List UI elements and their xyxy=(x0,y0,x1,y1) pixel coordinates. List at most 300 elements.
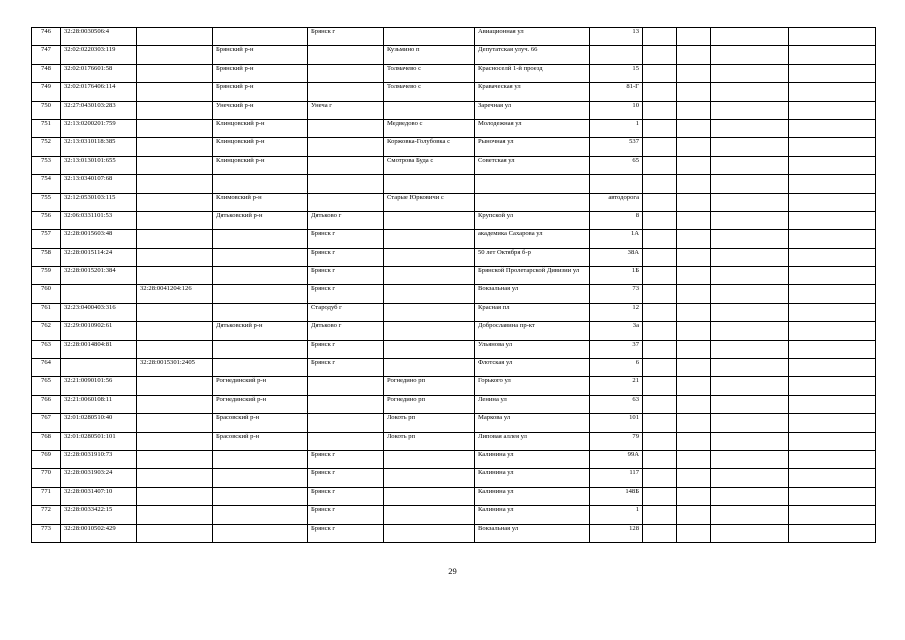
table-row xyxy=(32,487,876,505)
table-row xyxy=(32,359,876,377)
cell-empty xyxy=(789,230,876,248)
cell-cad: 32:13:0200201:759 xyxy=(61,119,137,137)
cell-cad2 xyxy=(137,175,213,193)
cell-empty xyxy=(789,211,876,229)
cell-cad2 xyxy=(137,450,213,468)
cell-cad: 32:02:0176601:58 xyxy=(61,64,137,82)
cell-empty xyxy=(789,46,876,64)
cell-empty xyxy=(677,506,711,524)
cell-city: Дятьково г xyxy=(308,211,384,229)
cell-settlement: Рогнедино рп xyxy=(384,377,475,395)
cell-n: 755 xyxy=(32,193,61,211)
cell-empty xyxy=(643,193,677,211)
cell-empty xyxy=(643,414,677,432)
cell-street: Краваческая ул xyxy=(475,83,590,101)
cell-city: Стародуб г xyxy=(308,303,384,321)
cell-empty xyxy=(789,359,876,377)
cell-settlement: Медведово с xyxy=(384,119,475,137)
cell-city xyxy=(308,119,384,137)
cell-settlement xyxy=(384,285,475,303)
cell-settlement xyxy=(384,450,475,468)
cell-cad: 32:02:0176406:114 xyxy=(61,83,137,101)
cell-empty xyxy=(711,487,789,505)
table-row xyxy=(32,506,876,524)
cell-cad2 xyxy=(137,524,213,542)
cell-street: Красная пл xyxy=(475,303,590,321)
cell-empty xyxy=(711,359,789,377)
cell-city xyxy=(308,395,384,413)
cell-cad: 32:13:0310118:385 xyxy=(61,138,137,156)
cell-cad2 xyxy=(137,83,213,101)
cell-n: 771 xyxy=(32,487,61,505)
cell-house: 8 xyxy=(590,211,643,229)
cell-empty xyxy=(789,193,876,211)
cell-settlement xyxy=(384,322,475,340)
cell-district xyxy=(213,303,308,321)
cell-empty xyxy=(677,156,711,174)
cell-district: Клинцовский р-н xyxy=(213,156,308,174)
cell-empty xyxy=(711,248,789,266)
cell-empty xyxy=(643,175,677,193)
cell-house: 13 xyxy=(590,28,643,46)
cell-n: 748 xyxy=(32,64,61,82)
cell-cad2 xyxy=(137,28,213,46)
cell-empty xyxy=(643,487,677,505)
cell-city xyxy=(308,377,384,395)
cell-settlement xyxy=(384,28,475,46)
cell-house xyxy=(590,46,643,64)
cell-street: Флотская ул xyxy=(475,359,590,377)
cell-street: Красноселй 1-й проезд xyxy=(475,64,590,82)
cell-cad: 32:28:0010502:429 xyxy=(61,524,137,542)
cell-n: 749 xyxy=(32,83,61,101)
cell-settlement xyxy=(384,101,475,119)
cell-settlement xyxy=(384,487,475,505)
cell-city: Брянск г xyxy=(308,487,384,505)
cell-empty xyxy=(711,340,789,358)
cell-empty xyxy=(643,267,677,285)
cell-street: Калинина ул xyxy=(475,469,590,487)
cell-empty xyxy=(711,395,789,413)
cell-empty xyxy=(643,138,677,156)
cell-settlement xyxy=(384,175,475,193)
cell-city: Брянск г xyxy=(308,469,384,487)
cell-empty xyxy=(677,322,711,340)
cell-empty xyxy=(789,138,876,156)
cell-district xyxy=(213,285,308,303)
cell-n: 762 xyxy=(32,322,61,340)
cell-empty xyxy=(643,83,677,101)
cell-city xyxy=(308,83,384,101)
cell-empty xyxy=(789,248,876,266)
cell-district xyxy=(213,230,308,248)
cell-empty xyxy=(711,156,789,174)
cell-empty xyxy=(643,377,677,395)
cell-empty xyxy=(711,119,789,137)
cell-street: Вокзальная ул xyxy=(475,524,590,542)
table-row xyxy=(32,285,876,303)
table-row xyxy=(32,101,876,119)
table-row xyxy=(32,377,876,395)
cell-empty xyxy=(677,450,711,468)
cell-cad: 32:21:0090101:56 xyxy=(61,377,137,395)
cell-n: 764 xyxy=(32,359,61,377)
cell-street: Калинина ул xyxy=(475,506,590,524)
cell-cad: 32:28:0033422:15 xyxy=(61,506,137,524)
cell-empty xyxy=(711,267,789,285)
cell-house: 38А xyxy=(590,248,643,266)
cell-cad2 xyxy=(137,230,213,248)
cell-settlement: Толмачево с xyxy=(384,83,475,101)
cell-district xyxy=(213,248,308,266)
cell-cad2 xyxy=(137,414,213,432)
cell-street: Молодежная ул xyxy=(475,119,590,137)
cell-empty xyxy=(643,156,677,174)
cell-empty xyxy=(643,119,677,137)
cell-n: 752 xyxy=(32,138,61,156)
cell-empty xyxy=(789,28,876,46)
cell-house: 1А xyxy=(590,230,643,248)
cell-empty xyxy=(789,267,876,285)
cell-empty xyxy=(677,64,711,82)
cell-settlement: Смотрова Буда с xyxy=(384,156,475,174)
cell-empty xyxy=(643,524,677,542)
cell-cad: 32:28:0030506:4 xyxy=(61,28,137,46)
cell-district: Брасовский р-н xyxy=(213,414,308,432)
cell-empty xyxy=(711,285,789,303)
cell-district xyxy=(213,506,308,524)
cell-cad: 32:28:0015603:48 xyxy=(61,230,137,248)
table-row xyxy=(32,248,876,266)
cell-house: 12 xyxy=(590,303,643,321)
cell-settlement xyxy=(384,230,475,248)
cell-empty xyxy=(677,524,711,542)
cell-cad2 xyxy=(137,156,213,174)
cell-cad2 xyxy=(137,119,213,137)
cell-settlement xyxy=(384,524,475,542)
cell-cad2 xyxy=(137,64,213,82)
table-row xyxy=(32,414,876,432)
cell-cad: 32:13:0340107:68 xyxy=(61,175,137,193)
table-row xyxy=(32,395,876,413)
cell-city: Унеча г xyxy=(308,101,384,119)
table-row xyxy=(32,83,876,101)
cell-empty xyxy=(789,450,876,468)
cell-empty xyxy=(677,285,711,303)
cell-house: 65 xyxy=(590,156,643,174)
cell-empty xyxy=(711,322,789,340)
cell-cad2 xyxy=(137,138,213,156)
cell-empty xyxy=(789,119,876,137)
cell-cad xyxy=(61,285,137,303)
cell-city xyxy=(308,193,384,211)
table-row xyxy=(32,175,876,193)
cell-district: Клинцовский р-н xyxy=(213,138,308,156)
cell-cad: 32:28:0031910:73 xyxy=(61,450,137,468)
cell-cad: 32:23:0400403:316 xyxy=(61,303,137,321)
cell-cad2 xyxy=(137,193,213,211)
cell-cad xyxy=(61,359,137,377)
cell-house: 73 xyxy=(590,285,643,303)
cell-street: Рыночная ул xyxy=(475,138,590,156)
cell-district xyxy=(213,487,308,505)
cell-district: Брянский р-н xyxy=(213,46,308,64)
cell-city xyxy=(308,46,384,64)
cell-city: Дятьково г xyxy=(308,322,384,340)
cell-district: Климовский р-н xyxy=(213,193,308,211)
cell-n: 751 xyxy=(32,119,61,137)
cell-city: Брянск г xyxy=(308,359,384,377)
cell-house: 128 xyxy=(590,524,643,542)
cell-settlement xyxy=(384,211,475,229)
cell-empty xyxy=(643,303,677,321)
cell-empty xyxy=(789,101,876,119)
cell-district xyxy=(213,28,308,46)
cell-n: 769 xyxy=(32,450,61,468)
cell-n: 747 xyxy=(32,46,61,64)
cell-empty xyxy=(789,506,876,524)
cell-empty xyxy=(789,487,876,505)
cell-empty xyxy=(643,340,677,358)
cell-house xyxy=(590,175,643,193)
table-row xyxy=(32,322,876,340)
cell-empty xyxy=(677,469,711,487)
cell-city xyxy=(308,64,384,82)
cell-city: Брянск г xyxy=(308,450,384,468)
cell-n: 761 xyxy=(32,303,61,321)
cell-n: 768 xyxy=(32,432,61,450)
cell-empty xyxy=(677,340,711,358)
cell-n: 767 xyxy=(32,414,61,432)
cell-house: 1 xyxy=(590,119,643,137)
cell-empty xyxy=(711,138,789,156)
cell-empty xyxy=(643,322,677,340)
cell-empty xyxy=(677,28,711,46)
cell-street: Маркова ул xyxy=(475,414,590,432)
cell-house: 117 xyxy=(590,469,643,487)
cell-cad: 32:02:0220303:119 xyxy=(61,46,137,64)
cell-n: 772 xyxy=(32,506,61,524)
table-row xyxy=(32,211,876,229)
cell-empty xyxy=(711,211,789,229)
cell-settlement xyxy=(384,267,475,285)
cell-district xyxy=(213,340,308,358)
table-row xyxy=(32,450,876,468)
cell-empty xyxy=(789,156,876,174)
cell-cad: 32:27:0430103:283 xyxy=(61,101,137,119)
cell-empty xyxy=(711,101,789,119)
cell-empty xyxy=(789,340,876,358)
cell-empty xyxy=(677,83,711,101)
cell-settlement xyxy=(384,506,475,524)
cell-street: Ленина ул xyxy=(475,395,590,413)
cell-cad2 xyxy=(137,506,213,524)
cell-district: Унечский р-н xyxy=(213,101,308,119)
cell-empty xyxy=(711,377,789,395)
table-row xyxy=(32,230,876,248)
cell-city xyxy=(308,156,384,174)
cell-house: 537 xyxy=(590,138,643,156)
cell-empty xyxy=(789,175,876,193)
cell-city xyxy=(308,175,384,193)
cell-n: 757 xyxy=(32,230,61,248)
cell-empty xyxy=(711,193,789,211)
cell-cad: 32:01:0280510:40 xyxy=(61,414,137,432)
cell-street: Крупской ул xyxy=(475,211,590,229)
cell-district: Рогнединский р-н xyxy=(213,377,308,395)
cell-cad: 32:28:0031903:24 xyxy=(61,469,137,487)
cell-empty xyxy=(677,414,711,432)
cell-house: 79 xyxy=(590,432,643,450)
cell-district xyxy=(213,175,308,193)
cell-empty xyxy=(677,138,711,156)
cell-cad2 xyxy=(137,322,213,340)
cell-empty xyxy=(789,524,876,542)
cell-settlement: Старые Юрковичи с xyxy=(384,193,475,211)
cell-district: Брянский р-н xyxy=(213,64,308,82)
cell-empty xyxy=(677,359,711,377)
cell-cad2 xyxy=(137,211,213,229)
cell-district xyxy=(213,450,308,468)
cell-district: Брянский р-н xyxy=(213,83,308,101)
cell-settlement: Кузьмино п xyxy=(384,46,475,64)
cell-settlement: Коржовка-Голубовка с xyxy=(384,138,475,156)
cell-empty xyxy=(643,46,677,64)
cell-empty xyxy=(789,377,876,395)
cell-street: Горького ул xyxy=(475,377,590,395)
cell-cad2 xyxy=(137,267,213,285)
cell-n: 746 xyxy=(32,28,61,46)
cell-empty xyxy=(789,64,876,82)
cell-settlement: Локоть рп xyxy=(384,432,475,450)
cell-street: Ульянова ул xyxy=(475,340,590,358)
cell-cad2 xyxy=(137,487,213,505)
cell-cad: 32:06:0331101:53 xyxy=(61,211,137,229)
cell-district: Клинцовский р-н xyxy=(213,119,308,137)
cell-empty xyxy=(711,230,789,248)
cell-settlement xyxy=(384,359,475,377)
cell-cad2: 32:28:0041204:126 xyxy=(137,285,213,303)
cell-empty xyxy=(789,432,876,450)
cell-empty xyxy=(677,267,711,285)
cell-empty xyxy=(677,101,711,119)
cell-empty xyxy=(643,450,677,468)
cell-n: 770 xyxy=(32,469,61,487)
cell-cad2 xyxy=(137,101,213,119)
cell-house: 101 xyxy=(590,414,643,432)
cell-cad: 32:28:0014804:81 xyxy=(61,340,137,358)
table-row xyxy=(32,267,876,285)
cell-cad: 32:28:0031407:10 xyxy=(61,487,137,505)
table-row xyxy=(32,303,876,321)
cell-empty xyxy=(789,285,876,303)
cell-n: 756 xyxy=(32,211,61,229)
cell-empty xyxy=(789,395,876,413)
cell-cad: 32:29:0010902:61 xyxy=(61,322,137,340)
cell-empty xyxy=(711,524,789,542)
cell-empty xyxy=(711,303,789,321)
cell-cad: 32:01:0280501:101 xyxy=(61,432,137,450)
cell-n: 765 xyxy=(32,377,61,395)
cell-n: 760 xyxy=(32,285,61,303)
cell-street: Доброславина пр-кт xyxy=(475,322,590,340)
cell-empty xyxy=(711,28,789,46)
cell-city xyxy=(308,138,384,156)
cell-district xyxy=(213,524,308,542)
cell-empty xyxy=(643,469,677,487)
cell-cad2: 32:28:0015301:2405 xyxy=(137,359,213,377)
cell-empty xyxy=(677,377,711,395)
cell-empty xyxy=(677,432,711,450)
cell-empty xyxy=(677,46,711,64)
page-number: 29 xyxy=(448,566,457,576)
cell-n: 758 xyxy=(32,248,61,266)
cell-district: Брасовский р-н xyxy=(213,432,308,450)
cell-cad: 32:28:0015201:384 xyxy=(61,267,137,285)
cell-n: 773 xyxy=(32,524,61,542)
table-row xyxy=(32,193,876,211)
table-row xyxy=(32,156,876,174)
cell-city: Брянск г xyxy=(308,248,384,266)
cell-city xyxy=(308,432,384,450)
cell-city: Брянск г xyxy=(308,230,384,248)
cell-empty xyxy=(789,414,876,432)
cell-street: Советская ул xyxy=(475,156,590,174)
cell-cad2 xyxy=(137,432,213,450)
cell-cad: 32:28:0015114:24 xyxy=(61,248,137,266)
cell-district: Рогнединский р-н xyxy=(213,395,308,413)
cell-empty xyxy=(643,101,677,119)
cell-district xyxy=(213,469,308,487)
cell-house: 63 xyxy=(590,395,643,413)
cell-street xyxy=(475,175,590,193)
cell-street: Брянской Пролетарской Дивизии ул xyxy=(475,267,590,285)
cell-n: 759 xyxy=(32,267,61,285)
cell-city: Брянск г xyxy=(308,267,384,285)
cell-district: Дятьковский р-н xyxy=(213,322,308,340)
cell-empty xyxy=(677,395,711,413)
cell-house: 21 xyxy=(590,377,643,395)
cell-street: Авиационная ул xyxy=(475,28,590,46)
cell-cad2 xyxy=(137,377,213,395)
cell-city: Брянск г xyxy=(308,285,384,303)
cell-empty xyxy=(677,193,711,211)
cell-house: 1Б xyxy=(590,267,643,285)
cell-empty xyxy=(711,175,789,193)
table-row xyxy=(32,28,876,46)
cell-empty xyxy=(711,64,789,82)
cell-empty xyxy=(711,432,789,450)
cell-empty xyxy=(677,175,711,193)
cell-street: Вокзальная ул xyxy=(475,285,590,303)
cell-settlement: Толмачево с xyxy=(384,64,475,82)
table-row xyxy=(32,138,876,156)
cell-empty xyxy=(789,322,876,340)
cell-empty xyxy=(711,46,789,64)
cell-empty xyxy=(677,303,711,321)
table-row xyxy=(32,524,876,542)
cell-settlement xyxy=(384,469,475,487)
cell-street xyxy=(475,193,590,211)
cell-house: 3а xyxy=(590,322,643,340)
cell-empty xyxy=(643,506,677,524)
cell-street: академика Сахарова ул xyxy=(475,230,590,248)
cell-settlement: Рогнедино рп xyxy=(384,395,475,413)
cell-house: 81-Г xyxy=(590,83,643,101)
cell-empty xyxy=(711,506,789,524)
cell-house: 15 xyxy=(590,64,643,82)
cell-house: 148Б xyxy=(590,487,643,505)
